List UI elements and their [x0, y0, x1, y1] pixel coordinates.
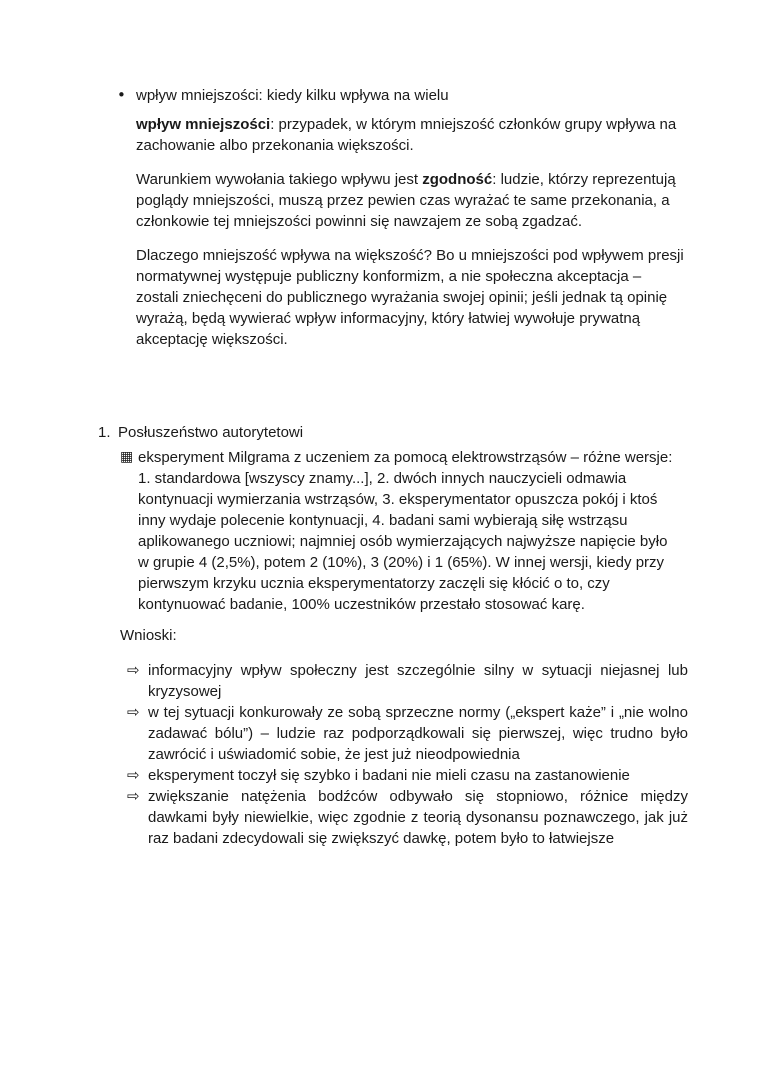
conclusion-item: [127, 765, 688, 786]
conclusion-item: [127, 786, 688, 849]
numbered-heading: [98, 422, 684, 443]
definition-rest: : przypadek, w którym mniejszość członków grupy wpływa na zachowanie albo przekonania większości.: [136, 116, 677, 154]
list-item: [117, 85, 684, 106]
obedience-section: [0, 422, 760, 849]
conclusion-text: w tej sytuacji konkurowały ze sobą sprzeczne normy („ekspert każe” i „nie wolno zadawać bólu”) – ludzie raz podporządkowali się pierwszej, więc trudno było zawrócić i uświadomić sobie, że jest już nieodpowiednia: [148, 704, 688, 763]
condition-term: zgodność: [422, 171, 493, 188]
conclusion-text: informacyjny wpływ społeczny jest szczególnie silny w sytuacji niejasnej lub kryzysowej: [148, 662, 688, 700]
minority-bullet-text: wpływ mniejszości: kiedy kilku wpływa na wielu: [136, 87, 449, 104]
conclusion-text: zwiększanie natężenia bodźców odbywało się stopniowo, różnice między dawkami były niewielkie, więc zgodnie z teorią dysonansu poznawczego, jak już raz badani zdecydowali się zwiększyć dawkę, potem było to łatwiejsze: [148, 788, 688, 847]
why-paragraph: Dlaczego mniejszość wpływa na większość? Bo u mniejszości pod wpływem presji normatywnej występuje publiczny konformizm, a nie społeczna akceptacja – zostali zniechęceni do publicznego wyrażania swojej opinii; jeśli jednak tą opinię wyrażą, będą wywierać wpływ informacyjny, który łatwiej wywołuje prywatną akceptację większości.: [136, 247, 684, 348]
conclusions-label: Wnioski:: [120, 627, 177, 644]
conclusion-text: eksperyment toczył się szybko i badani nie mieli czasu na zastanowienie: [148, 767, 630, 784]
arrow-icon: ⇨: [127, 787, 140, 805]
arrow-icon: ⇨: [127, 766, 140, 784]
conclusion-item: [127, 660, 688, 702]
heading-number: 1.: [98, 424, 111, 441]
grid-icon: ▦: [120, 449, 134, 465]
condition-before: Warunkiem wywołania takiego wpływu jest: [136, 171, 423, 188]
minority-influence-section: [117, 0, 684, 350]
conclusions-list: [127, 660, 688, 849]
definition-paragraph: [136, 114, 684, 156]
arrow-icon: ⇨: [127, 661, 140, 679]
condition-rest: : ludzie, którzy reprezentują poglądy mniejszości, muszą przez pewien czas wyrażać te same przekonania, a członkowie tej mniejszości powinni się nawzajem ze sobą zgadzać.: [136, 171, 676, 230]
arrow-icon: ⇨: [127, 703, 140, 721]
heading-text: Posłuszeństwo autorytetowi: [118, 424, 304, 441]
definition-term: wpływ mniejszości: [136, 116, 271, 133]
experiment-text: eksperyment Milgrama z uczeniem za pomocą elektrowstrząsów – różne wersje: 1. standardowa [wszyscy znamy...], 2. dwóch innych nauczycieli odmawia kontynuacji wymierzania wstrząsów, 3. eksperymentator opuszcza pokój i ktoś inny wydaje polecenie kontynuacji, 4. badani sami wybierają siłę wstrząsu aplikowanego uczniowi; najmniej osób wymierzających najwyższe napięcie było w grupie 4 (2,5%), potem 2 (10%), 3 (20%) i 1 (65%). W innej wersji, kiedy przy pierwszym krzyku ucznia eksperymentatorzy zaczęli się kłócić o to, czy kontynuować badanie, 100% uczestników przestało stosować karę.: [138, 449, 673, 613]
conclusion-item: [127, 702, 688, 765]
condition-paragraph: [136, 169, 684, 232]
bullet-icon: •: [117, 86, 126, 104]
experiment-list-item: [120, 447, 680, 615]
